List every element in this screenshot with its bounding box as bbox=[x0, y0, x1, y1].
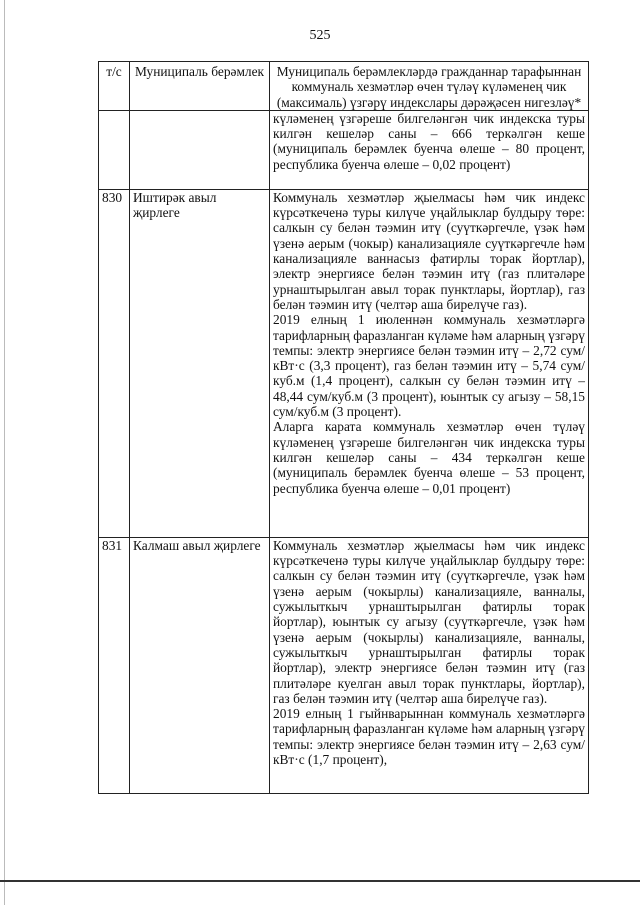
paragraph: Коммуналь хезмәтләр җыелмасы һәм чик индекс күрсәткеченә туры килүче уңайлыклар булдыру төре: салкын су белән тәэмин итү (суүткәргечле, үзәк һәм үзенә аерым (чокыр) канализацияле суүткәргечле һәм канализацияле ваннасыз фатирлы торак йортлар), электр энергиясе белән тәэмин итү (газ плитәләре урнаштырылган авыл торак пунктлары, йортлар), газ белән тәэмин итү (челтәр аша бирелүче газ). bbox=[273, 189, 585, 312]
row-number: 831 bbox=[99, 537, 130, 793]
municipality-name: Иштирәк авыл җирлеге bbox=[130, 189, 270, 537]
justification-cell bbox=[270, 537, 589, 793]
scan-bottom-rule bbox=[0, 880, 640, 882]
table-header-row bbox=[99, 62, 589, 111]
justification-cell bbox=[270, 189, 589, 537]
header-number: т/с bbox=[99, 62, 130, 111]
paragraph: Коммуналь хезмәтләр җыелмасы һәм чик индекс күрсәткеченә туры килүче уңайлыклар булдыру төре: салкын су белән тәэмин итү (суүткәргечле, үзәк һәм үзенә аерым (чокырлы) канализацияле, ванналы, сужылыткыч урнаштырылган фатирлы торак йортлар), юынтык су агызу (суүткәргечле, үзәк һәм үзенә аерым (чокырлы) канализацияле, ванналы, сужылыткыч урнаштырылган фатирлы торак йортлар), электр энергиясе белән тәэмин итү (газ плитәләре куелган авыл торак пунктлары, йортлар), газ белән тәэмин итү (челтәр аша бирелүче газ). bbox=[273, 537, 585, 706]
header-municipality: Муниципаль берәмлек bbox=[130, 62, 270, 111]
table-row-continuation bbox=[99, 110, 589, 189]
paragraph: Аларга карата коммуналь хезмәтләр өчен түләү күләменең үзгәреше билгеләнгән чик индекска туры килгән кешеләр саны – 434 теркәлгән кеше (муниципаль берәмлек буенча өлеше – 53 процент, республика буенча өлеше – 0,01 процент) bbox=[273, 419, 585, 496]
paragraph: 2019 елның 1 гыйнварыннан коммуналь хезмәтләргә тарифларның фаразланган күләме һәм аларның үзгәрү темпы: электр энергиясе белән тәэмин итү – 2,63 сум/кВт·с (1,7 процент), bbox=[273, 706, 585, 768]
row-number: 830 bbox=[99, 189, 130, 537]
continuation-text: күләменең үзгәреше билгеләнгән чик индекска туры килгән кешеләр саны – 666 теркәлгән кеше (муниципаль берәмлек буенча өлеше – 80 процент, республика буенча өлеше – 0,02 процент) bbox=[270, 110, 589, 189]
page-number: 525 bbox=[309, 28, 331, 43]
table-row bbox=[99, 189, 589, 537]
cell-empty bbox=[99, 110, 130, 189]
scan-edge bbox=[4, 0, 5, 905]
municipality-name: Калмаш авыл җирлеге bbox=[130, 537, 270, 793]
table-row bbox=[99, 537, 589, 793]
tariff-table bbox=[98, 61, 589, 794]
paragraph: 2019 елның 1 июленнән коммуналь хезмәтләргә тарифларның фаразланган күләме һәм аларның үзгәрү темпы: электр энергиясе белән тәэмин итү – 2,72 сум/кВт·с (3,3 процент), газ белән тәэмин итү – 5,74 сум/куб.м (1,4 процент), салкын су белән тәэмин итү – 48,44 сум/куб.м (3 процент), юынтык су агызу – 58,15 сум/куб.м (3 процент). bbox=[273, 312, 585, 420]
header-justification: Муниципаль берәмлекләрдә гражданнар тарафыннан коммуналь хезмәтләр өчен түләү күләменең чик (максималь) үзгәрү индекслары дәрәҗәсен нигезләү* bbox=[270, 62, 589, 111]
cell-empty bbox=[130, 110, 270, 189]
